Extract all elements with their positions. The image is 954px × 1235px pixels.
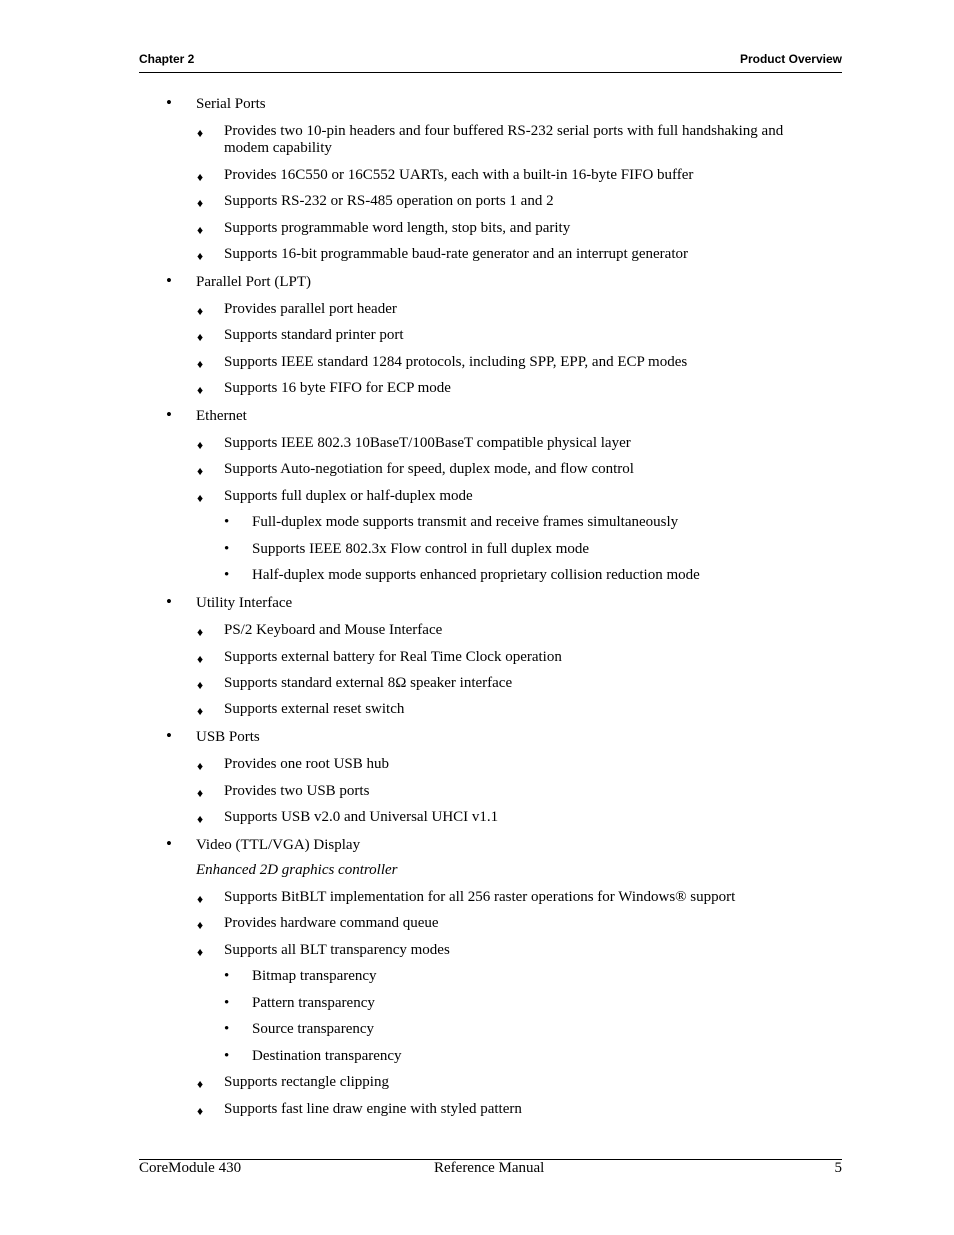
diamond-icon: ♦ bbox=[197, 918, 204, 932]
list-item: Supports full duplex or half-duplex mode bbox=[224, 488, 473, 504]
dot-icon: • bbox=[224, 567, 230, 583]
sub-list-item: Pattern transparency bbox=[252, 995, 375, 1011]
list-item: Supports 16 byte FIFO for ECP mode bbox=[224, 380, 451, 396]
list-item: Supports fast line draw engine with styled pattern bbox=[224, 1101, 522, 1117]
sub-list-item: Bitmap transparency bbox=[252, 968, 377, 984]
diamond-icon: ♦ bbox=[197, 812, 204, 826]
sub-list-item: Supports IEEE 802.3x Flow control in full duplex mode bbox=[252, 541, 590, 557]
list-item: Supports external battery for Real Time Clock operation bbox=[224, 649, 562, 665]
diamond-icon: ♦ bbox=[197, 625, 204, 639]
bullet-icon: • bbox=[166, 592, 172, 611]
list-item: Provides hardware command queue bbox=[224, 915, 439, 931]
section-subtitle-video: Enhanced 2D graphics controller bbox=[196, 862, 398, 878]
list-item: Supports standard printer port bbox=[224, 327, 404, 343]
header-chapter: Chapter 2 bbox=[139, 52, 195, 66]
diamond-icon: ♦ bbox=[197, 304, 204, 318]
dot-icon: • bbox=[224, 1021, 230, 1037]
list-item: Provides 16C550 or 16C552 UARTs, each with a built-in 16-byte FIFO buffer bbox=[224, 167, 694, 183]
bullet-icon: • bbox=[166, 271, 172, 290]
section-title-ethernet: Ethernet bbox=[196, 408, 247, 424]
list-item: PS/2 Keyboard and Mouse Interface bbox=[224, 622, 443, 638]
section-title-utility: Utility Interface bbox=[196, 595, 293, 611]
diamond-icon: ♦ bbox=[197, 652, 204, 666]
bullet-icon: • bbox=[166, 93, 172, 112]
diamond-icon: ♦ bbox=[197, 704, 204, 718]
sub-list-item: Source transparency bbox=[252, 1021, 375, 1037]
list-item: Supports external reset switch bbox=[224, 701, 405, 717]
bullet-icon: • bbox=[166, 726, 172, 745]
diamond-icon: ♦ bbox=[197, 1077, 204, 1091]
section-title-parallel: Parallel Port (LPT) bbox=[196, 274, 311, 290]
diamond-icon: ♦ bbox=[197, 678, 204, 692]
diamond-icon: ♦ bbox=[197, 170, 204, 184]
diamond-icon: ♦ bbox=[197, 330, 204, 344]
header-section-title: Product Overview bbox=[739, 52, 842, 66]
section-title-usb: USB Ports bbox=[196, 729, 260, 745]
dot-icon: • bbox=[224, 514, 230, 530]
list-item: Supports standard external 8Ω speaker interface bbox=[224, 675, 513, 691]
list-item: Provides two USB ports bbox=[224, 783, 370, 799]
list-item: Supports Auto-negotiation for speed, duplex mode, and flow control bbox=[224, 461, 634, 477]
diamond-icon: ♦ bbox=[197, 438, 204, 452]
dot-icon: • bbox=[224, 995, 230, 1011]
section-title-video: Video (TTL/VGA) Display bbox=[196, 837, 361, 853]
bullet-icon: • bbox=[166, 834, 172, 853]
diamond-icon: ♦ bbox=[197, 383, 204, 397]
list-item: Supports all BLT transparency modes bbox=[224, 942, 450, 958]
diamond-icon: ♦ bbox=[197, 249, 204, 263]
diamond-icon: ♦ bbox=[197, 1104, 204, 1118]
list-item: Supports programmable word length, stop bits, and parity bbox=[224, 220, 571, 236]
dot-icon: • bbox=[224, 1048, 230, 1064]
header-rule bbox=[139, 72, 842, 73]
diamond-icon: ♦ bbox=[197, 491, 204, 505]
sub-list-item: Full-duplex mode supports transmit and receive frames simultaneously bbox=[252, 514, 679, 530]
list-item: Supports BitBLT implementation for all 256 raster operations for Windows® support bbox=[224, 889, 736, 905]
dot-icon: • bbox=[224, 541, 230, 557]
section-title-serial: Serial Ports bbox=[196, 96, 266, 112]
list-item: Provides one root USB hub bbox=[224, 756, 389, 772]
sub-list-item: Destination transparency bbox=[252, 1048, 402, 1064]
diamond-icon: ♦ bbox=[197, 464, 204, 478]
page-number: 5 bbox=[834, 1160, 842, 1176]
footer-product-name: CoreModule 430 bbox=[139, 1160, 242, 1176]
diamond-icon: ♦ bbox=[197, 786, 204, 800]
list-item: Supports IEEE 802.3 10BaseT/100BaseT compatible physical layer bbox=[224, 435, 631, 451]
list-item: Supports rectangle clipping bbox=[224, 1074, 389, 1090]
diamond-icon: ♦ bbox=[197, 892, 204, 906]
footer-document-title: Reference Manual bbox=[434, 1160, 545, 1176]
list-item: Supports IEEE standard 1284 protocols, including SPP, EPP, and ECP modes bbox=[224, 354, 688, 370]
list-item: Supports RS-232 or RS-485 operation on ports 1 and 2 bbox=[224, 193, 554, 209]
diamond-icon: ♦ bbox=[197, 945, 204, 959]
list-item: Supports USB v2.0 and Universal UHCI v1.1 bbox=[224, 809, 499, 825]
sub-list-item: Half-duplex mode supports enhanced proprietary collision reduction mode bbox=[252, 567, 700, 583]
list-item-continuation: modem capability bbox=[224, 140, 332, 156]
diamond-icon: ♦ bbox=[197, 357, 204, 371]
diamond-icon: ♦ bbox=[197, 759, 204, 773]
bullet-icon: • bbox=[166, 405, 172, 424]
diamond-icon: ♦ bbox=[197, 223, 204, 237]
diamond-icon: ♦ bbox=[197, 196, 204, 210]
dot-icon: • bbox=[224, 968, 230, 984]
diamond-icon: ♦ bbox=[197, 126, 204, 140]
list-item: Provides parallel port header bbox=[224, 301, 397, 317]
list-item: Provides two 10-pin headers and four buffered RS-232 serial ports with full handshaking and bbox=[224, 123, 784, 139]
list-item: Supports 16-bit programmable baud-rate generator and an interrupt generator bbox=[224, 246, 688, 262]
